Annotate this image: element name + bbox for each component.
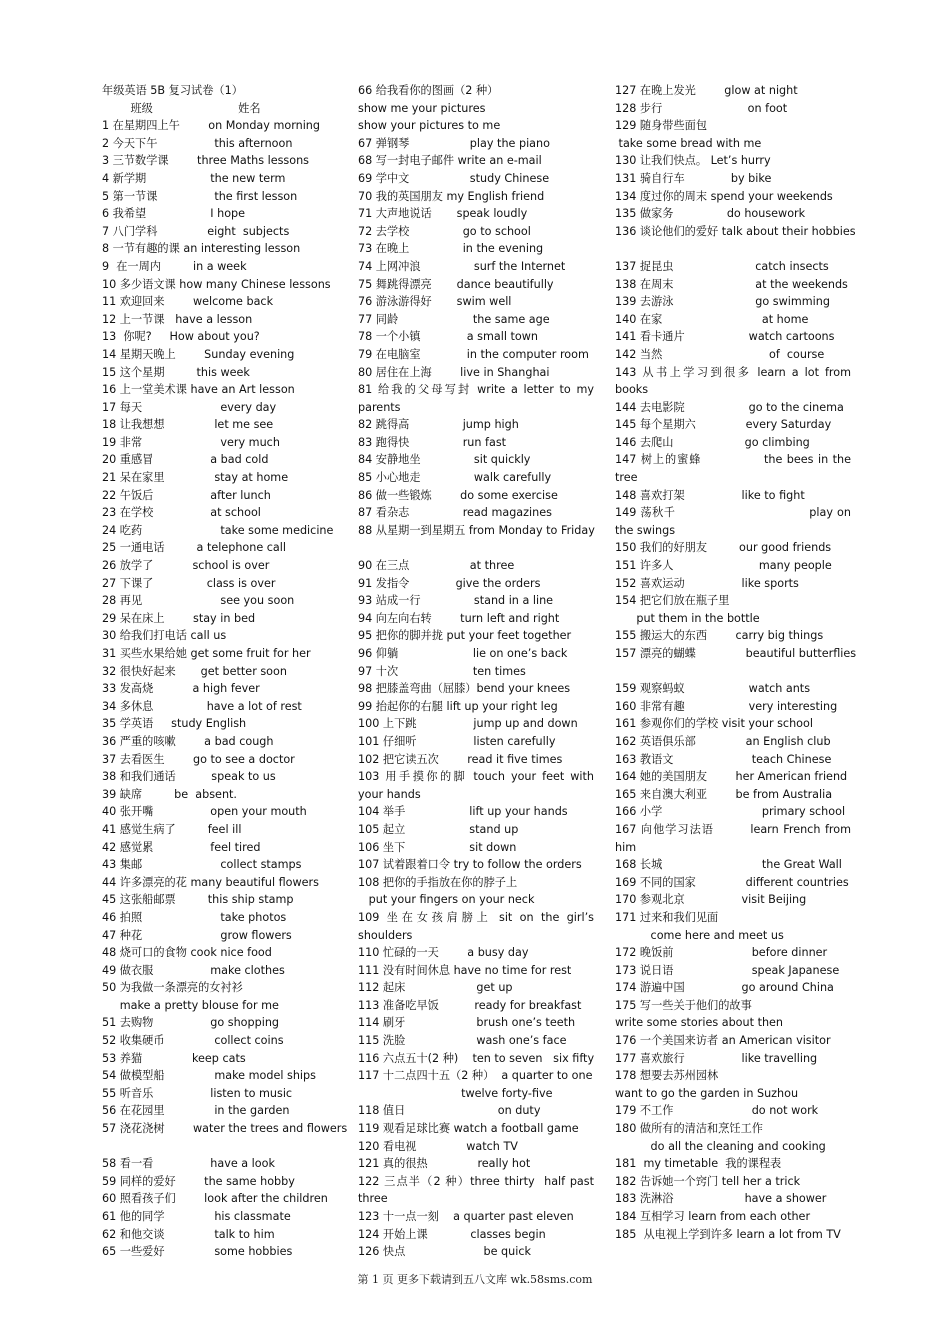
vocab-line: 8 一节有趣的课 an interesting lesson <box>102 242 301 256</box>
vocab-line: 16 上一堂美术课 have an Art lesson <box>102 383 295 397</box>
vocab-line: 73 在晚上 in the evening <box>358 242 544 256</box>
vocab-line: 97 十次 ten times <box>358 664 526 678</box>
vocab-line: 106 坐下 sit down <box>358 840 517 854</box>
vocab-line: 3 三节数学课 three Maths lessons <box>102 154 309 168</box>
vocab-line: 83 跑得快 run fast <box>358 435 507 449</box>
vocab-line: 15 这个星期 this week <box>102 365 250 379</box>
vocab-line: 87 看杂志 read magazines <box>358 506 552 520</box>
vocab-line: 117 十二点四十五（2 种） a quarter to one <box>358 1069 593 1083</box>
vocab-line: 年级英语 5B 复习试卷（1） <box>102 84 243 97</box>
vocab-line: want to go the garden in Suzhou <box>615 1086 799 1100</box>
vocab-line: 9 在一周内 in a week <box>102 259 247 273</box>
vocab-line <box>615 240 851 258</box>
vocab-line: 24 吃药 take some medicine <box>102 523 334 537</box>
vocab-line: show me your pictures <box>358 101 486 115</box>
vocab-line: 4 新学期 the new term <box>102 171 286 185</box>
vocab-line: 119 观看足球比赛 watch a football game <box>358 1122 579 1136</box>
vocab-line: 162 英语俱乐部 an English club <box>615 734 831 748</box>
vocab-line: 84 安静地坐 sit quickly <box>358 453 531 467</box>
vocab-line: 68 写一封电子邮件 write an e-mail <box>358 154 542 168</box>
vocab-line: 145 每个星期六 every Saturday <box>615 418 832 432</box>
vocab-line: 146 去爬山 go climbing <box>615 435 810 449</box>
vocab-line: 167 向他学习法语 learn French from him <box>615 822 855 854</box>
vocab-line: 59 同样的爱好 the same hobby <box>102 1174 295 1188</box>
vocab-line: show your pictures to me <box>358 119 501 133</box>
vocab-line: take some bread with me <box>615 136 762 150</box>
vocab-line: 172 晚饭前 before dinner <box>615 946 828 960</box>
vocab-line: 39 缺席 be absent. <box>102 787 237 801</box>
vocab-line: 166 小学 primary school <box>615 805 846 819</box>
vocab-line: 88 从星期一到星期五 from Monday to Friday <box>358 523 595 537</box>
vocab-line: put them in the bottle <box>615 611 760 625</box>
vocab-line: 42 感觉累 feel tired <box>102 840 261 854</box>
vocab-line: 33 发高烧 a high fever <box>102 682 260 696</box>
vocab-line: 178 想要去苏州园林 <box>615 1069 719 1083</box>
vocab-line: 66 给我看你的图画（2 种） <box>358 84 499 97</box>
vocab-line: 32 很快好起来 get better soon <box>102 664 287 678</box>
page-footer: 第 1 页 更多下载请到五八文库 wk.58sms.com <box>357 1273 593 1286</box>
vocab-line: 179 不工作 do not work <box>615 1104 819 1118</box>
vocab-line: 95 把你的脚并拢 put your feet together <box>358 629 572 643</box>
vocab-line: 18 让我想想 let me see <box>102 418 274 432</box>
vocab-line: 56 在花园里 in the garden <box>102 1104 290 1118</box>
vocab-line: 170 参观北京 visit Beijing <box>615 893 807 907</box>
vocab-line: 151 许多人 many people <box>615 559 832 573</box>
vocab-line: 104 举手 lift up your hands <box>358 805 568 819</box>
vocab-line: 140 在家 at home <box>615 312 809 326</box>
vocab-line: 11 欢迎回来 welcome back <box>102 295 274 309</box>
vocab-line: 175 写一些关于他们的故事 <box>615 998 752 1012</box>
vocab-line: 6 我希望 I hope <box>102 207 246 221</box>
vocab-line: 50 为我做一条漂亮的女衬衫 <box>102 981 243 995</box>
vocab-line: 96 仰躺 lie on one’s back <box>358 647 568 660</box>
vocab-line: 161 参观你们的学校 visit your school <box>615 717 813 731</box>
vocab-line: 14 星期天晚上 Sunday evening <box>102 347 295 361</box>
vocab-line: 171 过来和我们见面 <box>615 910 719 924</box>
vocab-line: 99 抬起你的右腿 lift up your right leg <box>358 699 558 713</box>
vocab-line: 77 同龄 the same age <box>358 312 550 326</box>
vocab-line: 40 张开嘴 open your mouth <box>102 805 307 819</box>
vocab-line: come here and meet us <box>615 928 784 942</box>
vocab-line: 135 做家务 do housework <box>615 207 806 221</box>
vocab-line: 69 学中文 study Chinese <box>358 171 550 185</box>
vocab-line: 67 弹钢琴 play the piano <box>358 136 550 150</box>
vocab-line: 154 把它们放在瓶子里 <box>615 594 730 608</box>
vocab-line: 5 第一节课 the first lesson <box>102 189 298 203</box>
vocab-line: 173 说日语 speak Japanese <box>615 963 840 977</box>
vocab-line: 120 看电视 watch TV <box>358 1139 518 1153</box>
vocab-line: 150 我们的好朋友 our good friends <box>615 541 832 555</box>
vocab-line: 90 在三点 at three <box>358 559 515 573</box>
vocab-line: 80 居住在上海 live in Shanghai <box>358 365 550 379</box>
vocab-line: 20 重感冒 a bad cold <box>102 453 269 467</box>
vocab-line: 1 在星期四上午 on Monday morning <box>102 119 320 133</box>
vocab-line: 44 许多漂亮的花 many beautiful flowers <box>102 875 319 889</box>
vocab-line: 17 每天 every day <box>102 400 277 414</box>
vocab-line: 131 骑自行车 by bike <box>615 171 772 185</box>
vocab-line: 62 和他交谈 talk to him <box>102 1227 275 1241</box>
vocab-line: 7 八门学科 eight subjects <box>102 224 290 238</box>
vocab-line: 86 做一些锻炼 do some exercise <box>358 488 558 502</box>
vocab-line: 169 不同的国家 different countries <box>615 875 849 889</box>
vocab-line: 112 起床 get up <box>358 981 513 995</box>
vocab-line: 57 浇花浇树 water the trees and flowers <box>102 1122 348 1136</box>
vocab-line: 70 我的英国朋友 my English friend <box>358 189 545 203</box>
vocab-line: 182 告诉她一个窍门 tell her a trick <box>615 1174 801 1188</box>
vocab-line: 128 步行 on foot <box>615 101 788 115</box>
vocab-line: 98 把膝盖弯曲（屈膝）bend your knees <box>358 682 571 696</box>
vocab-line: 28 再见 see you soon <box>102 594 295 608</box>
vocab-line: 137 捉昆虫 catch insects <box>615 259 829 273</box>
vocab-line: 35 学英语 study English <box>102 717 247 731</box>
vocab-line: 127 在晚上发光 glow at night <box>615 84 798 97</box>
vocab-line: 105 起立 stand up <box>358 822 519 836</box>
vocab-line: 147 树上的蜜蜂 the bees in the tree <box>615 453 855 485</box>
vocab-line: 111 没有时间休息 have no time for rest <box>358 963 572 977</box>
vocab-line: 46 拍照 take photos <box>102 910 287 924</box>
vocab-line: 49 做衣服 make clothes <box>102 963 285 977</box>
vocab-line: 168 长城 the Great Wall <box>615 858 842 872</box>
vocab-line: do all the cleaning and cooking <box>615 1139 826 1153</box>
vocab-line: 102 把它读五次 read it five times <box>358 752 563 766</box>
vocab-line: 116 六点五十(2 种) ten to seven six fifty <box>358 1051 595 1065</box>
vocab-line: 29 呆在床上 stay in bed <box>102 611 256 625</box>
vocab-line: 141 看卡通片 watch cartoons <box>615 330 835 344</box>
vocab-line: 48 烧可口的食物 cook nice food <box>102 946 272 960</box>
vocab-line: 93 站成一行 stand in a line <box>358 594 554 608</box>
vocab-line: 82 跳得高 jump high <box>358 418 519 432</box>
vocab-line: 79 在电脑室 in the computer room <box>358 347 589 361</box>
vocab-line: 47 种花 grow flowers <box>102 928 292 942</box>
vocab-line: 45 这张船邮票 this ship stamp <box>102 893 294 907</box>
vocab-line: 58 看一看 have a look <box>102 1157 275 1171</box>
column-3 <box>615 82 857 1243</box>
vocab-line: 2 今天下午 this afternoon <box>102 136 293 150</box>
vocab-line: 130 让我们快点。 Let’s hurry <box>615 154 771 168</box>
vocab-line: 43 集邮 collect stamps <box>102 858 302 872</box>
vocab-line: 149 荡秋千 play on the swings <box>615 506 855 537</box>
vocab-line: put your fingers on your neck <box>358 893 535 907</box>
vocab-line: 22 午饭后 after lunch <box>102 488 271 502</box>
vocab-line: 157 漂亮的蝴蝶 beautiful butterflies <box>615 647 857 660</box>
vocab-line: 103 用手摸你的脚 touch your feet with your hands <box>358 770 598 801</box>
vocab-line: 124 开始上课 classes begin <box>358 1227 546 1241</box>
vocab-line: 118 值日 on duty <box>358 1104 541 1118</box>
vocab-line: 121 真的很热 really hot <box>358 1157 531 1171</box>
vocab-line: 55 听音乐 listen to music <box>102 1086 293 1100</box>
vocab-line: 71 大声地说话 speak loudly <box>358 207 528 221</box>
vocab-line: twelve forty-five <box>358 1086 553 1100</box>
vocab-line: 30 给我们打电话 call us <box>102 629 227 643</box>
vocab-line: 27 下课了 class is over <box>102 576 276 590</box>
vocab-line: 122 三点半（2 种）three thirty half past three <box>358 1174 598 1206</box>
vocab-line: 108 把你的手指放在你的脖子上 <box>358 875 518 889</box>
vocab-line: 74 上网冲浪 surf the Internet <box>358 259 566 273</box>
vocab-line: 65 一些爱好 some hobbies <box>102 1245 293 1259</box>
vocab-line: write some stories about then <box>615 1016 784 1030</box>
vocab-line: 78 一个小镇 a small town <box>358 330 539 344</box>
vocab-line: 176 一个美国来访者 an American visitor <box>615 1034 831 1048</box>
vocab-line: 31 买些水果给她 get some fruit for her <box>102 647 311 660</box>
vocab-line: 177 喜欢旅行 like travelling <box>615 1051 818 1065</box>
vocab-line: 110 忙碌的一天 a busy day <box>358 946 529 960</box>
vocab-line: 51 去购物 go shopping <box>102 1016 280 1030</box>
vocab-line: 10 多少语文课 how many Chinese lessons <box>102 277 331 291</box>
vocab-line: 180 做所有的清洁和烹饪工作 <box>615 1122 763 1136</box>
vocab-line: 53 养猫 keep cats <box>102 1051 246 1065</box>
vocab-line: 94 向左向右转 turn left and right <box>358 611 560 625</box>
vocab-line: 班级 姓名 <box>102 101 261 115</box>
vocab-line: 101 仔细听 listen carefully <box>358 734 556 748</box>
vocab-line: 85 小心地走 walk carefully <box>358 471 552 485</box>
vocab-line: 109 坐在女孩肩膀上 sit on the girl’s shoulders <box>358 910 598 942</box>
vocab-line: 38 和我们通话 speak to us <box>102 770 276 784</box>
vocab-line: 163 教语文 teach Chinese <box>615 752 832 766</box>
vocab-line: 81 给我的父母写封 write a letter to my parents <box>358 383 598 414</box>
column-2 <box>358 82 598 1261</box>
vocab-line: 91 发指令 give the orders <box>358 576 541 590</box>
vocab-line: 174 游遍中国 go around China <box>615 981 834 995</box>
vocab-line <box>102 1138 340 1156</box>
vocab-line: 12 上一节课 have a lesson <box>102 312 253 326</box>
vocab-line: 181 my timetable 我的课程表 <box>615 1157 782 1171</box>
vocab-line: 148 喜欢打架 like to fight <box>615 488 805 502</box>
vocab-line: 23 在学校 at school <box>102 506 261 520</box>
vocab-line: 165 来自澳大利亚 be from Australia <box>615 787 833 801</box>
vocab-line: 54 做模型船 make model ships <box>102 1069 316 1083</box>
vocab-line: 34 多休息 have a lot of rest <box>102 699 302 713</box>
vocab-line: 136 谈论他们的爱好 talk about their hobbies <box>615 224 856 238</box>
vocab-line: 152 喜欢运动 like sports <box>615 576 799 590</box>
column-1 <box>102 82 348 1261</box>
vocab-line: 41 感觉生病了 feel ill <box>102 822 242 836</box>
vocab-line: 139 去游泳 go swimming <box>615 295 830 309</box>
vocab-line <box>615 663 851 681</box>
vocab-line: 159 观察蚂蚁 watch ants <box>615 682 811 696</box>
vocab-line: 155 搬运大的东西 carry big things <box>615 629 824 643</box>
vocab-line: 75 舞跳得漂亮 dance beautifully <box>358 277 554 291</box>
vocab-line <box>358 539 594 557</box>
vocab-line: make a pretty blouse for me <box>102 998 279 1012</box>
vocab-line: 142 当然 of course <box>615 347 825 361</box>
vocab-line: 13 你呢? How about you? <box>102 330 260 344</box>
vocab-line: 52 收集硬币 collect coins <box>102 1034 284 1048</box>
vocab-line: 37 去看医生 go to see a doctor <box>102 752 295 766</box>
vocab-line: 114 刷牙 brush one’s teeth <box>358 1016 576 1030</box>
vocab-line: 183 洗淋浴 have a shower <box>615 1192 827 1206</box>
vocab-line: 61 他的同学 his classmate <box>102 1210 291 1223</box>
vocab-line: 100 上下跳 jump up and down <box>358 717 578 731</box>
vocab-line: 25 一通电话 a telephone call <box>102 541 287 555</box>
vocab-line: 123 十一点一刻 a quarter past eleven <box>358 1210 574 1223</box>
vocab-line: 164 她的美国朋友 her American friend <box>615 770 848 784</box>
vocab-line: 160 非常有趣 very interesting <box>615 699 838 713</box>
vocab-line: 26 放学了 school is over <box>102 559 270 573</box>
vocab-line: 138 在周末 at the weekends <box>615 277 848 291</box>
vocab-line: 126 快点 be quick <box>358 1245 531 1259</box>
vocab-line: 185 从电视上学到许多 learn a lot from TV <box>615 1227 841 1241</box>
vocab-line: 115 洗脸 wash one’s face <box>358 1034 567 1048</box>
vocab-line: 21 呆在家里 stay at home <box>102 471 289 485</box>
vocab-line: 143 从书上学习到很多 learn a lot from books <box>615 365 855 397</box>
vocab-line: 134 度过你的周末 spend your weekends <box>615 189 833 203</box>
vocab-line: 107 试着跟着口令 try to follow the orders <box>358 858 582 872</box>
vocab-line: 184 互相学习 learn from each other <box>615 1210 811 1223</box>
vocab-line: 36 严重的咳嗽 a bad cough <box>102 734 274 748</box>
vocab-line: 76 游泳游得好 swim well <box>358 295 512 309</box>
vocab-line: 19 非常 very much <box>102 435 280 449</box>
vocab-line: 72 去学校 go to school <box>358 224 531 238</box>
vocab-line: 129 随身带些面包 <box>615 119 708 133</box>
vocab-line: 113 准备吃早饭 ready for breakfast <box>358 998 582 1012</box>
vocab-line: 60 照看孩子们 look after the children <box>102 1192 328 1206</box>
vocab-line: 144 去电影院 go to the cinema <box>615 400 844 414</box>
